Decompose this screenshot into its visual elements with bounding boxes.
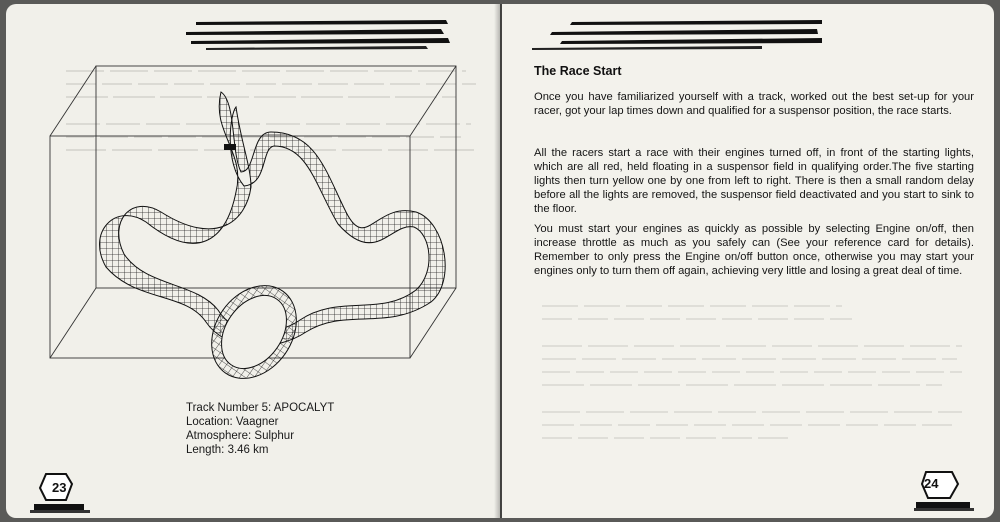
track-atmosphere: Atmosphere: Sulphur [186,430,295,442]
paragraph-1: Once you have familiarized yourself with a track, worked out the best set-up for your racer, got your lap times down and qualified for a suspensor position, the race starts. [534,91,974,117]
track-number: Track Number 5: APOCALYT [186,402,335,414]
header-stripes-left [186,12,486,52]
section-heading: The Race Start [534,64,622,78]
track-info-caption [186,401,334,457]
track-wireframe-illustration [46,62,486,382]
track-length: Length: 3.46 km [186,444,269,456]
header-stripes-right [532,12,832,52]
page-number-right: 24 [924,476,939,491]
left-page [6,4,500,518]
bleed-through-text-right [542,299,972,450]
paragraph-2: All the racers start a race with their engines turned off, in front of the starting lights, which are all red, held floating in a suspensor field in qualifying order.The five starting lights then turn yellow one by one from left to right. There is then a small random delay before all the lights are removed, the suspensor field deactivated and you start to sink to the floor. [534,147,974,215]
paragraph-3: You must start your engines as quickly as possible by selecting Engine on/off, then increase throttle as much as you safely can (See your reference card for details). Remember to only press the Engine on/off button once, otherwise you may start your engines only to turn them off again, achieving very little and losing a great deal of time. [534,223,974,277]
right-page [502,4,994,518]
track-location: Location: Vaagner [186,416,279,428]
page-number-badge-right [912,468,982,518]
page-number-left: 23 [52,480,67,495]
